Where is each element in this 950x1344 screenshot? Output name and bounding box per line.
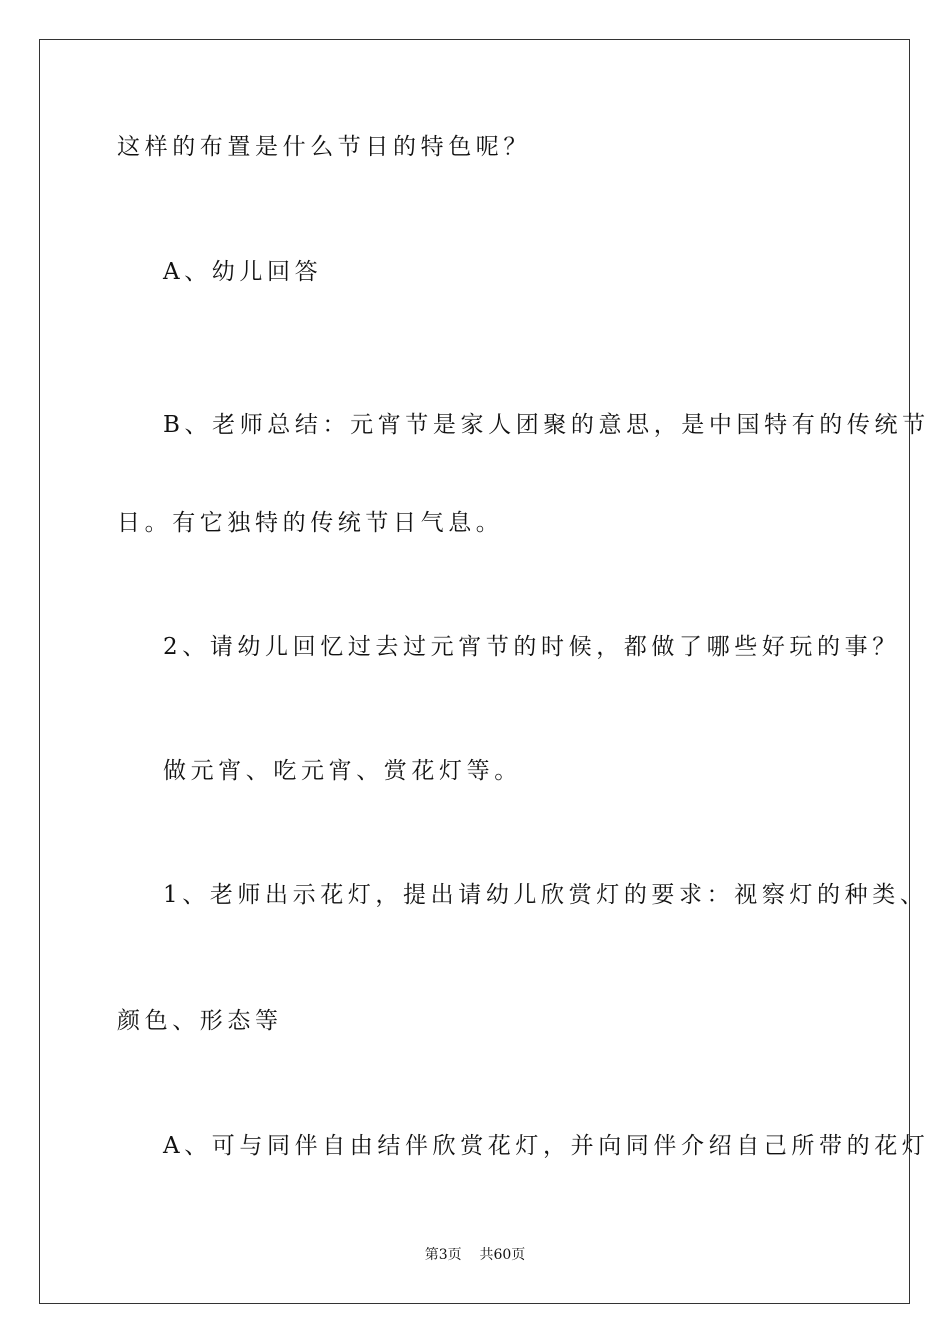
text-line-3: B、老师总结：元宵节是家人团聚的意思，是中国特有的传统节	[163, 412, 930, 438]
text-line-2: A、幼儿回答	[163, 259, 323, 285]
text-line-5: 2、请幼儿回忆过去过元宵节的时候，都做了哪些好玩的事？	[163, 634, 900, 660]
total-pages-label: 共60页	[479, 1247, 526, 1263]
page-footer	[0, 1246, 950, 1264]
text-line-6: 做元宵、吃元宵、赏花灯等。	[163, 758, 522, 784]
current-page-label: 第3页	[424, 1247, 462, 1263]
page-border	[39, 39, 910, 1304]
text-line-9: A、可与同伴自由结伴欣赏花灯，并向同伴介绍自己所带的花灯	[163, 1133, 930, 1159]
text-line-4: 日。有它独特的传统节日气息。	[117, 510, 504, 536]
text-line-8: 颜色、形态等	[117, 1008, 283, 1034]
text-line-7: 1、老师出示花灯，提出请幼儿欣赏灯的要求：视察灯的种类、	[163, 882, 928, 908]
text-line-1: 这样的布置是什么节日的特色呢？	[117, 134, 531, 160]
